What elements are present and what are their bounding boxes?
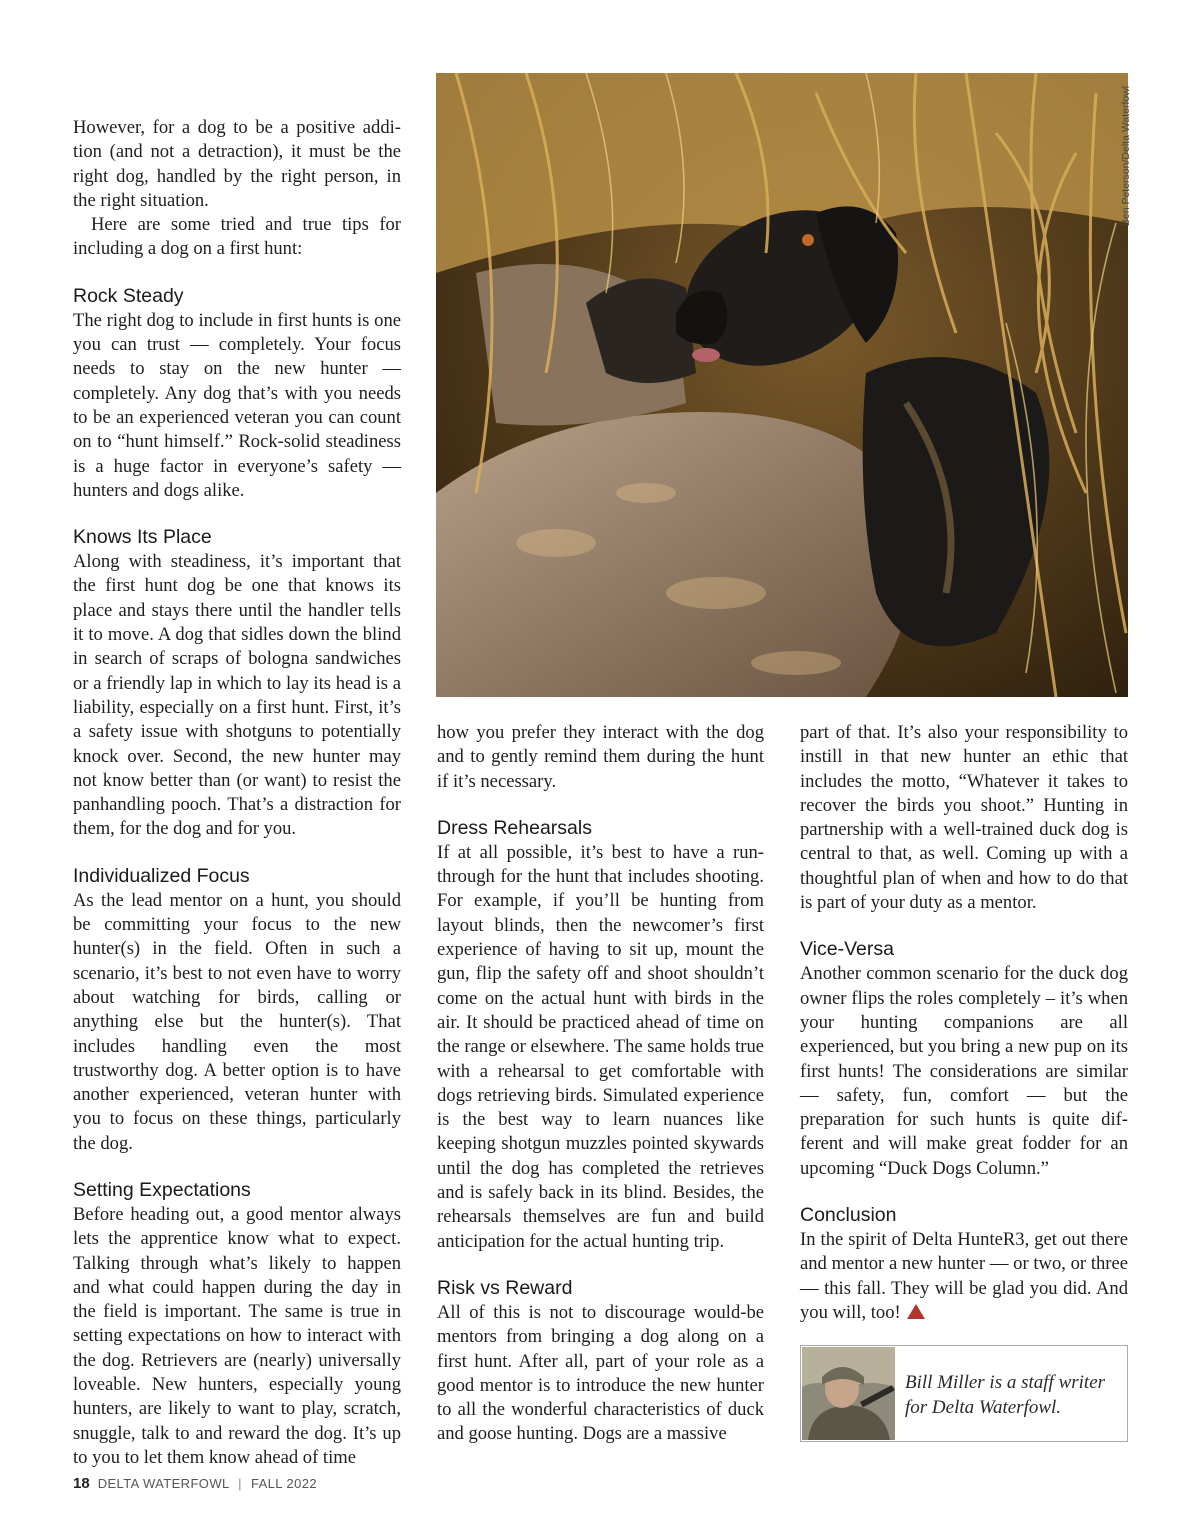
section-heading-risk-vs-reward: Risk vs Reward [437, 1276, 573, 1299]
section-body-rock-steady: The right dog to include in first hunts is one you can trust — completely. Your focus needs to stay on the new hunter — completely. Any dog that’s with you needs to be an experienced veteran you can count on to “hunt himself.” Rock-solid steadiness is a huge factor in everyone’s safety — hunters and dogs alike. [73, 309, 401, 501]
footer-separator: | [238, 1476, 242, 1491]
section-body-conclusion [800, 1228, 1128, 1325]
issue-date: FALL 2022 [250, 1476, 317, 1491]
page-number: 18 [73, 1475, 90, 1492]
conclusion-text: In the spirit of Delta HunteR3, get out there and mentor a new hunter — or two, or three — this fall. They will be glad you did. And you will, too! [800, 1229, 1128, 1323]
section-body-vice-versa: Another common scenario for the duck dog owner flips the roles completely – it’s when your hunting companions are all experienced, but you bring a new pup on its first hunts! The considerations are similar — safety, fun, comfort — but the preparation for such hunts is quite dif-ferent and will make great fodder for an upcoming “Duck Dogs Column.” [800, 963, 1128, 1179]
section-body-individualized-focus: As the lead mentor on a hunt, you should be committing your focus to the new hunter(s) in the field. Often in such a scenario, it’s best to not even have to worry about watching for birds, calling or anything else but the hunter(s). That includes handling even the most trustworthy dog. A better option is to have another experienced, veteran hunter with you to focus on these things, particularly the dog. [73, 889, 401, 1154]
section-heading-knows-its-place: Knows Its Place [73, 526, 212, 549]
author-bio-text: Bill Miller is a staff writer for Delta Waterfowl. [905, 1372, 1106, 1418]
intro-paragraph-1: However, for a dog to be a positive addi-tion (and not a detraction), it must be the right dog, handled by the right person, in the right situation. [73, 117, 401, 211]
author-photo [802, 1347, 895, 1440]
text-column-3 [800, 721, 1128, 1325]
page-footer [73, 1475, 317, 1495]
dog-photo-illustration [436, 73, 1128, 697]
text-column-1 [73, 116, 401, 1470]
section-heading-setting-expectations: Setting Expectations [73, 1178, 251, 1201]
text-column-2 [437, 721, 764, 1447]
section-body-risk-vs-reward: All of this is not to discourage would-be mentors from bringing a dog along on a first hunt. After all, part of your role as a good mentor is to introduce the new hunter to all the wonderful characteristics of duck and goose hunting. Dogs are a massive [437, 1301, 764, 1445]
section-heading-dress-rehearsals: Dress Rehearsals [437, 816, 592, 839]
photo-credit: Ben Peterson/Delta Waterfowl [1120, 85, 1132, 227]
publication-name: DELTA WATERFOWL [97, 1476, 230, 1491]
section-heading-conclusion: Conclusion [800, 1204, 897, 1227]
section-body-knows-its-place: Along with steadiness, it’s important that the first hunt dog be one that knows its place and stays there until the handler tells it to move. A dog that sidles down the blind in search of scraps of bologna sandwiches or a friendly lap in which to lay its head is a liability, especially on a first hunt. First, it’s a safety issue with shotguns to potentially knock over. Second, the new hunter may not know better than (or want) to resist the panhandling pooch. That’s a distraction for them, for the dog and for you. [73, 551, 401, 840]
section-heading-individualized-focus: Individualized Focus [73, 864, 250, 887]
section-body-dress-rehearsals: If at all possible, it’s best to have a run-through for the hunt that includes shooting. For example, if you’ll be hunting from layout blinds, then the newcomer’s first experience of having to sit up, mount the gun, flip the safety off and shoot shouldn’t come on the actual hunt with birds in the air. It should be practiced ahead of time on the range or elsewhere. The same holds true with a rehearsal to get comfortable with dogs retrieving birds. Simulated experience is the best way to learn nuances like keeping shotgun muzzles pointed skywards until the dog has completed the retrieves and is safely back in its blind. Besides, the rehearsals themselves are fun and build anticipation for the actual hunting trip. [437, 841, 764, 1252]
continued-paragraph: how you prefer they interact with the dog and to gently remind them during the hunt if it’s necessary. [437, 722, 764, 792]
author-portrait-illustration [802, 1347, 895, 1440]
end-of-article-triangle-icon [907, 1304, 925, 1319]
continued-paragraph: part of that. It’s also your responsibility to instill in that new hunter an ethic that includes the motto, “Whatever it takes to recover the birds you shoot.” Hunting in partnership with a well-trained duck dog is central to that, as well. Coming up with a thoughtful plan of when and how to do that is part of your duty as a mentor. [800, 722, 1128, 914]
hero-photo-dog-in-grass [436, 73, 1128, 697]
section-heading-vice-versa: Vice-Versa [800, 938, 894, 961]
author-bio-box [800, 1345, 1128, 1442]
intro-paragraph-2: Here are some tried and true tips for including a dog on a first hunt: [73, 214, 401, 260]
section-body-setting-expectations: Before heading out, a good mentor always lets the apprentice know what to expect. Talking through what’s likely to happen and what could happen during the day in the field is important. The same is true in setting expectations on how to interact with the dog. Retrievers are (nearly) universally loveable. New hunters, especially young hunters, are likely to want to play, scratch, snuggle, talk to and reward the dog. It’s up to you to let them know ahead of time [73, 1203, 401, 1468]
section-heading-rock-steady: Rock Steady [73, 284, 184, 307]
